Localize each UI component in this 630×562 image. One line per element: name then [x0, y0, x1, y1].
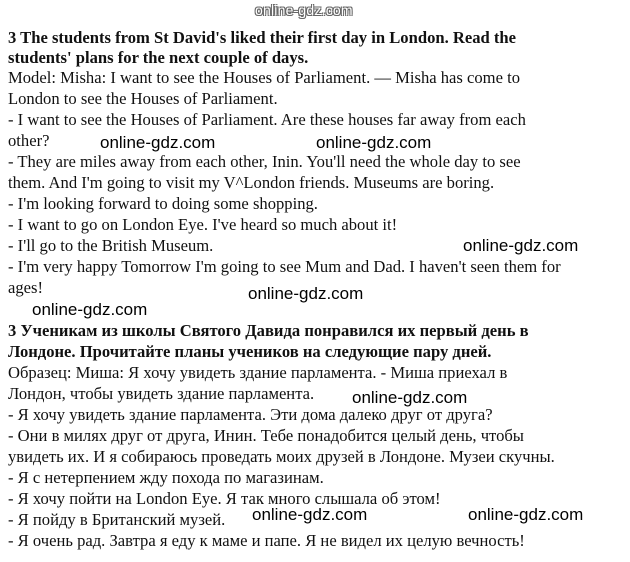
text-line-ru: - Я хочу увидеть здание парламента. Эти дома далеко друг от друга?	[8, 405, 493, 424]
text-line-ru: - Я пойду в Британский музей.	[8, 510, 226, 529]
exercise-heading-ru-cont: Лондоне. Прочитайте планы учеников на следующие пару дней.	[8, 342, 492, 361]
text-line: - I'll go to the British Museum.	[8, 236, 214, 255]
exercise-heading-en: 3 The students from St David's liked their first day in London. Read the	[8, 28, 517, 47]
watermark: online-gdz.com	[100, 133, 216, 152]
text-line-ru: - Я с нетерпением жду похода по магазинам.	[8, 468, 324, 487]
watermark: online-gdz.com	[316, 133, 432, 152]
text-line-ru: - Я хочу пойти на London Eye. Я так много слышала об этом!	[8, 489, 441, 508]
watermark: online-gdz.com	[468, 505, 584, 524]
exercise-heading-ru: 3 Ученикам из школы Святого Давида понравился их первый день в	[8, 321, 529, 340]
watermark: online-gdz.com	[248, 284, 364, 303]
watermark: online-gdz.com	[352, 388, 468, 407]
text-line-ru: - Они в милях друг от друга, Инин. Тебе понадобится целый день, чтобы	[8, 426, 524, 445]
text-line-ru: Лондон, чтобы увидеть здание парламента.	[8, 384, 315, 403]
text-line: other?	[8, 131, 50, 150]
watermark-top: online-gdz.com	[255, 2, 353, 18]
text-line: them. And I'm going to visit my V^London friends. Museums are boring.	[8, 173, 495, 192]
text-line: - I want to go on London Eye. I've heard so much about it!	[8, 215, 398, 234]
text-line: - I'm very happy Tomorrow I'm going to see Mum and Dad. I haven't seen them for	[8, 257, 561, 276]
text-line: - I'm looking forward to doing some shopping.	[8, 194, 318, 213]
text-line: ages!	[8, 278, 44, 297]
text-line-ru: - Я очень рад. Завтра я еду к маме и папе. Я не видел их целую вечность!	[8, 531, 525, 550]
model-line: Model: Misha: I want to see the Houses of Parliament. — Misha has come to	[8, 68, 521, 87]
text-line-ru: увидеть их. И я собираюсь проведать моих друзей в Лондоне. Музеи скучны.	[8, 447, 555, 466]
text-line: - They are miles away from each other, Inin. You'll need the whole day to see	[8, 152, 521, 171]
model-line-cont: London to see the Houses of Parliament.	[8, 89, 278, 108]
watermark: online-gdz.com	[252, 505, 368, 524]
exercise-heading-en-cont: students' plans for the next couple of days.	[8, 48, 309, 67]
watermark: online-gdz.com	[463, 236, 579, 255]
watermark: online-gdz.com	[32, 300, 148, 319]
text-line-ru: Образец: Миша: Я хочу увидеть здание парламента. - Миша приехал в	[8, 363, 508, 382]
text-line: - I want to see the Houses of Parliament. Are these houses far away from each	[8, 110, 526, 129]
